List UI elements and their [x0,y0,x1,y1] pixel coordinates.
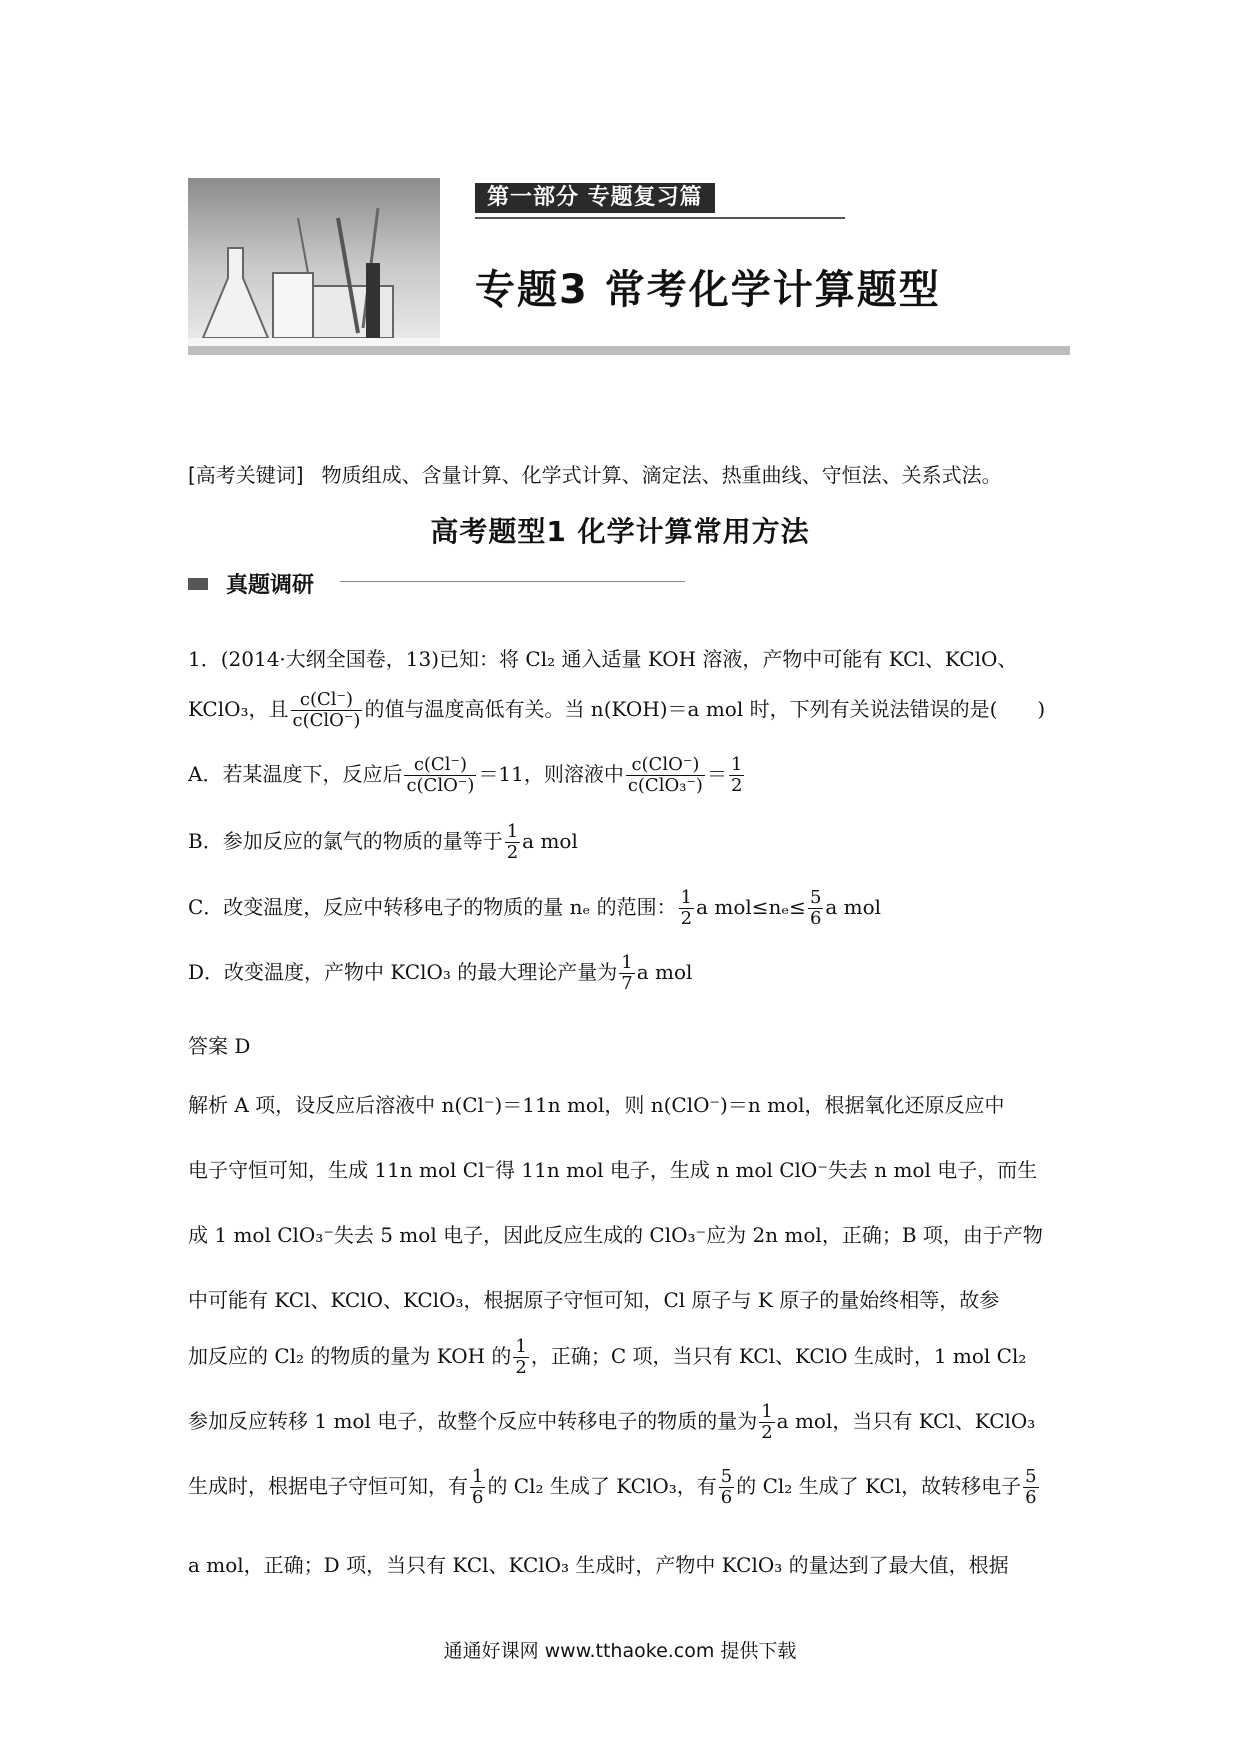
text-span: a mol [825,894,882,919]
text-span: ＝ [706,761,727,786]
text-span: 的 Cl₂ 生成了 KClO₃，有 [487,1473,717,1498]
text-span: a mol [636,959,693,984]
fraction-denominator: 2 [506,841,519,863]
fraction-numerator: 5 [1025,1466,1037,1487]
text-span: D．改变温度，产物中 KClO₃ 的最大理论产量为 [188,959,618,984]
topic-title: 专题3 常考化学计算题型 [475,267,941,313]
fraction [626,755,705,796]
analysis-line-7 [188,1467,1058,1508]
fraction [505,822,520,863]
text-span: 的值与温度高低有关。当 n(KOH)＝a mol 时，下列有关说法错误的是( [364,696,998,721]
fraction-numerator: c(Cl⁻) [404,755,476,776]
text-span: ＝11，则溶液中 [478,761,624,786]
fraction [619,953,634,994]
analysis-line-3: 成 1 mol ClO₃⁻失去 5 mol 电子，因此反应生成的 ClO₃⁻应为 2n mol，正确；B 项，由于产物 [188,1223,1043,1247]
fraction-numerator: c(Cl⁻) [291,690,363,711]
fraction [719,1467,734,1508]
fraction [1023,1467,1038,1508]
fraction-denominator: 6 [809,907,822,929]
part-label: 第一部分 专题复习篇 [475,183,715,213]
fraction [808,888,823,929]
fraction [513,1337,528,1378]
text-span: A．若某温度下，反应后 [188,761,403,786]
analysis-line-6 [188,1402,1058,1443]
fraction-denominator: 2 [761,1421,773,1443]
text-span: C．改变温度，反应中转移电子的物质的量 nₑ 的范围： [188,894,677,919]
text-span: 加反应的 Cl₂ 的物质的量为 KOH 的 [188,1343,512,1368]
fraction-numerator: 1 [730,754,743,775]
fraction-numerator: 1 [472,1466,484,1487]
fraction-denominator: 2 [680,907,693,929]
fraction-denominator: 6 [472,1486,484,1508]
fraction-denominator: c(ClO₃⁻) [627,774,703,796]
text-span: 生成时，根据电子守恒可知，有 [188,1473,468,1498]
fraction-numerator: 1 [515,1336,527,1357]
subsection-rule [340,581,685,582]
analysis-line-8: a mol，正确；D 项，当只有 KCl、KClO₃ 生成时，产物中 KClO₃ 的量达到了最大值，根据 [188,1553,1009,1577]
fraction-denominator: 2 [730,774,743,796]
option-a [188,755,1058,796]
part-underline [475,217,845,219]
analysis-line-2: 电子守恒可知，生成 11n mol Cl⁻得 11n mol 电子，生成 n mol ClO⁻失去 n mol 电子，而生 [188,1158,1038,1182]
text-span: B．参加反应的氯气的物质的量等于 [188,828,503,853]
subsection-title: 真题调研 [226,573,315,598]
subsection-heading [188,568,314,599]
fraction-numerator: 5 [720,1466,733,1487]
square-bullet-icon [188,578,208,590]
analysis-line-4: 中可能有 KCl、KClO、KClO₃，根据原子守恒可知，Cl 原子与 K 原子的量始终相等，故参 [188,1288,1000,1312]
banner-lab-glassware-image [188,178,440,354]
text-span: a mol≤nₑ≤ [696,894,806,919]
fraction [679,888,694,929]
fraction-numerator: 1 [761,1401,773,1422]
question-intro-line-2 [188,690,1058,731]
page-footer: 通通好课网 www.tthaoke.com 提供下载 [443,1640,797,1662]
fraction-numerator: 1 [506,821,519,842]
text-span: ) [1037,696,1046,721]
question-intro-line-1: 1．(2014·大纲全国卷，13)已知：将 Cl₂ 通入适量 KOH 溶液，产物中可能有 KCl、KClO、 [188,647,1018,671]
fraction-denominator: 7 [621,972,633,994]
section-title: 高考题型1 化学计算常用方法 [430,515,810,548]
analysis-line-5 [188,1337,1058,1378]
banner-bottom-bar [188,346,1070,355]
fraction [470,1467,485,1508]
fraction-denominator: c(ClO⁻) [292,709,361,731]
text-span: 的 Cl₂ 生成了 KCl，故转移电子 [736,1473,1022,1498]
text-span: a mol [522,828,578,853]
option-c [188,888,1058,929]
keywords-line [188,459,1002,488]
keywords-label: [高考关键词] [188,463,304,487]
option-d [188,953,1058,994]
fraction-denominator: 2 [515,1356,527,1378]
fraction [759,1402,774,1443]
fraction [404,755,476,796]
fraction-denominator: 6 [1025,1486,1037,1508]
text-span: a mol，当只有 KCl、KClO₃ [776,1408,1036,1433]
fraction [729,755,744,796]
fraction-numerator: c(ClO⁻) [626,755,705,776]
fraction-numerator: 1 [680,887,693,908]
fraction [291,690,363,731]
fraction-numerator: 1 [621,952,633,973]
text-span: ，正确；C 项，当只有 KCl、KClO 生成时，1 mol Cl₂ [530,1343,1027,1368]
text-span: 参加反应转移 1 mol 电子，故整个反应中转移电子的物质的量为 [188,1408,758,1433]
fraction-denominator: c(ClO⁻) [406,774,475,796]
analysis-line-1: 解析 A 项，设反应后溶液中 n(Cl⁻)＝11n mol，则 n(ClO⁻)＝n mol，根据氧化还原反应中 [188,1093,1005,1117]
answer-line: 答案 D [188,1034,251,1058]
keywords-text: 物质组成、含量计算、化学式计算、滴定法、热重曲线、守恒法、关系式法。 [321,463,1002,487]
fraction-denominator: 6 [720,1486,733,1508]
text-span: KClO₃，且 [188,696,289,721]
fraction-numerator: 5 [809,887,822,908]
option-b [188,822,1058,863]
